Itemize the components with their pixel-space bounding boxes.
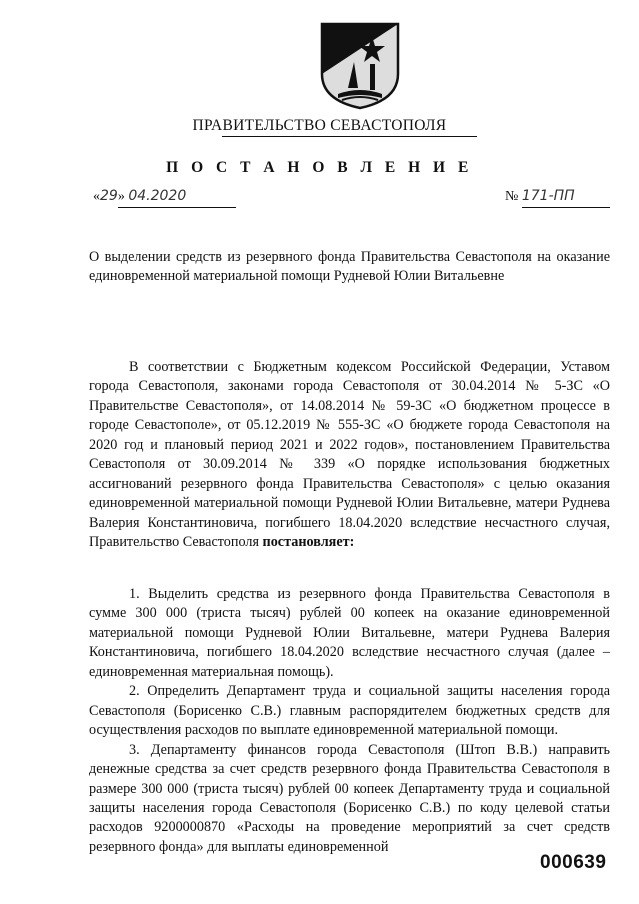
document-type-heading: П О С Т А Н О В Л Е Н И Е xyxy=(166,159,473,176)
date-close-quote: » xyxy=(117,189,125,204)
number-underline xyxy=(522,207,610,208)
decree-item-2: 2. Определить Департамент труда и социальной защиты населения города Севастополя (Борисенко С.В.) главным распорядителем бюджетных средств для осуществления расходов по выплате единовременной материальной помощи. xyxy=(89,683,610,739)
government-title: ПРАВИТЕЛЬСТВО СЕВАСТОПОЛЯ xyxy=(192,117,447,134)
page-stamp-number: 000639 xyxy=(540,852,607,873)
date-month-year: 04.2020 xyxy=(128,188,187,204)
preamble-paragraph xyxy=(89,358,610,553)
title-underline xyxy=(222,136,477,137)
decree-subject: О выделении средств из резервного фонда Правительства Севастополя на оказание единовременной материальной помощи Рудневой Юлии Витальевне xyxy=(89,249,610,285)
decree-item-3: 3. Департаменту финансов города Севастополя (Штоп В.В.) направить денежные средства за счет средств резервного фонда Правительства Севастополя в размере 300 000 (триста тысяч) рублей 00 копеек Департаменту труда и социальной защиты населения города Севастополя (Борисенко С.В.) по коду целевой статьи расходов 9200000870 «Расходы на проведение мероприятий за счет средств резервного фонда» для выплаты единовременной xyxy=(89,741,610,855)
date-day: 29 xyxy=(100,188,118,204)
preamble-text: В соответствии с Бюджетным кодексом Российской Федерации, Уставом города Севастополя, законами города Севастополя от 30.04.2014 № 5-ЗС «О Правительстве Севастополя», от 14.08.2014 № 59-ЗС «О бюджетном процессе в городе Севастополе», от 05.12.2019 № 555-ЗС «О бюджете города Севастополя на 2020 год и плановый период 2021 и 2022 годов», постановлением Правительства Севастополя от 30.09.2014 № 339 «О порядке использования бюджетных ассигнований резервного фонда Правительства Севастополя» с целью оказания единовременной материальной помощи Рудневой Юлии Витальевне, матери Руднева Валерия Константиновича, погибшего 18.04.2020 вследствие несчастного случая, Правительство Севастополя xyxy=(89,359,610,551)
preamble-resolves: постановляет: xyxy=(262,534,355,551)
decree-items xyxy=(89,585,610,857)
number-sign: № xyxy=(505,189,519,204)
decree-item-1: 1. Выделить средства из резервного фонда Правительства Севастополя в сумме 300 000 (триста тысяч) рублей 00 копеек на оказание единовременной материальной помощи Рудневой Юлии Витальевне, матери Руднева Валерия Константиновича, погибшего 18.04.2020 вследствие несчастного случая (далее – единовременная материальная помощь). xyxy=(89,586,610,680)
date-underline xyxy=(118,207,236,208)
sevastopol-coat-of-arms-icon xyxy=(320,22,400,110)
date-open-quote: « xyxy=(93,189,100,204)
number-value: 171-ПП xyxy=(521,188,575,204)
